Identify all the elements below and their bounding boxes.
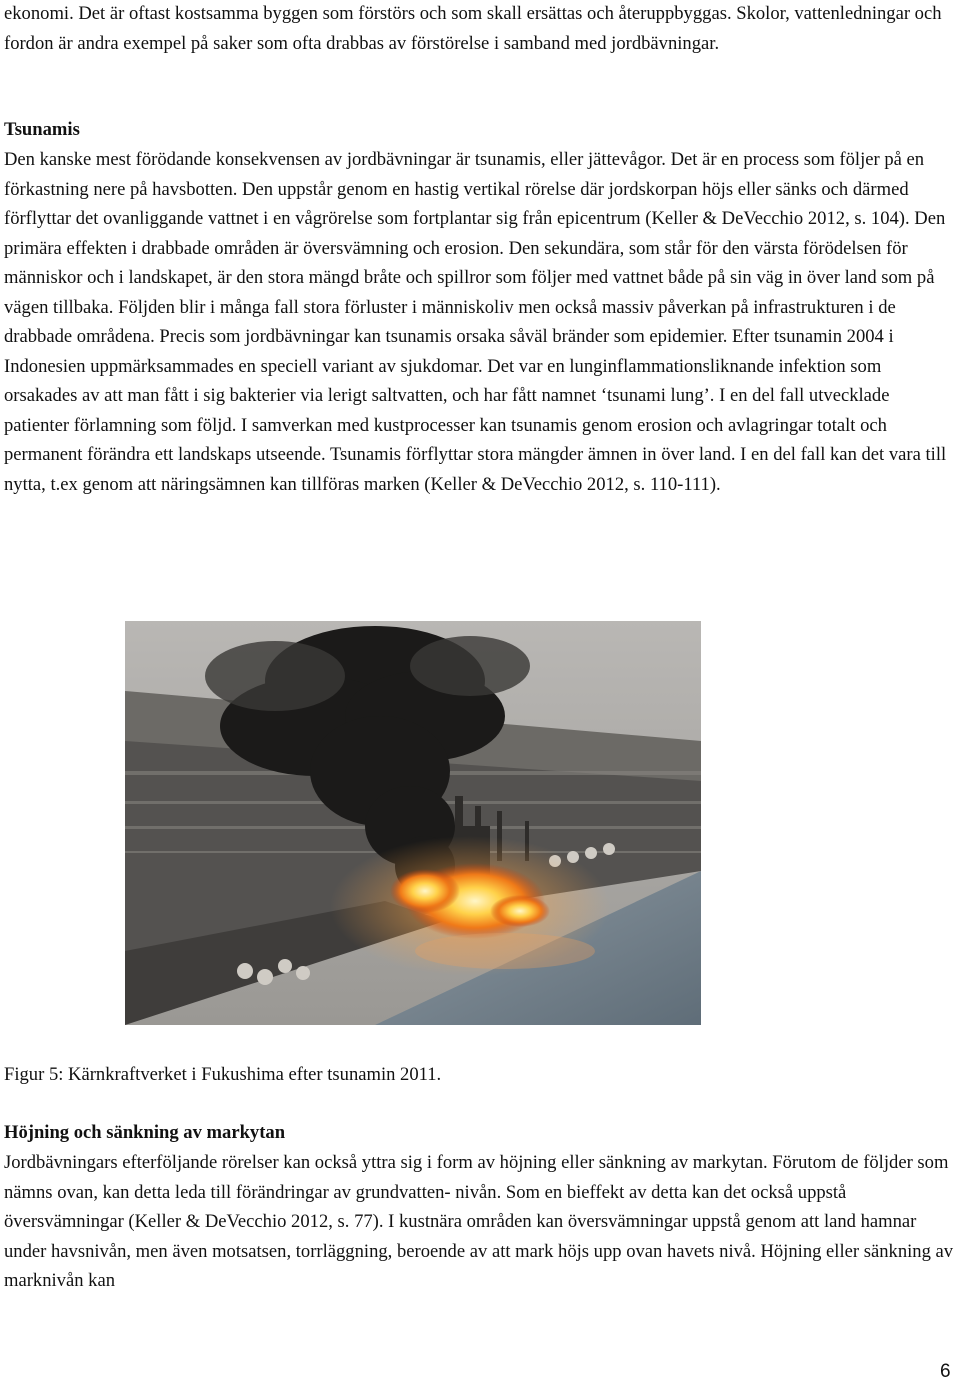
section-body-markytan: Jordbävningars efterföljande rörelser kan också yttra sig i form av höjning eller sänkning av markytan. Förutom de följder som nämns ovan, kan detta leda till förändringar av grundvatten- nivån. Som en bieffekt av detta kan det också uppstå översvämningar (Keller & DeVecchio 2012, s. 77). I kustnära områden kan översvämningar uppstå genom att land hamnar under havsnivån, men även motsatsen, torrläggning, beroende av att mark höjs upp ovan havets nivå. Höjning eller sänkning av marknivån kan [4,1152,954,1291]
section-heading-tsunamis: Tsunamis [4,119,80,140]
section-heading-markytan: Höjning och sänkning av markytan [4,1122,286,1143]
section-body-tsunamis: Den kanske mest förödande konsekvensen av jordbävningar är tsunamis, eller jättevågor. Det är en process som följer på en förkastning nere på havsbotten. Den uppstår genom en hastig vertikal rörelse där jordskorpan höjs eller sänks och därmed förflyttar det ovanliggande vattnet i en vågrörelse som fortplantar sig från epicentrum (Keller & DeVecchio 2012, s. 104). Den primära effekten i drabbade områden är översvämning och erosion. Den sekundära, som står för den värsta förödelsen för människor och i landskapet, är den stora mängd bråte och spillror som följer med vattnet både på sin väg in över land som på vägen tillbaka. Följden blir i många fall stora förluster i människoliv men också massiv påverkan på infrastrukturen i de drabbade områdena. Precis som jordbävningar kan tsunamis orsaka såväl bränder som epidemier. Efter tsunamin 2004 i Indonesien uppmärksammades en speciell variant av sjukdomar. Det var en lunginflammationsliknande infektion som orsakades av att man fått i sig bakterier via lerigt saltvatten, och har fått namnet ‘tsunami lung’. I en del fall utvecklade patienter förlamning som följd. I samverkan med kustprocesser kan tsunamis genom erosion och avlagringar totalt och permanent förändra ett landskaps utseende. Tsunamis förflyttar stora mängder ämnen in över land. I en del fall kan det vara till nytta, t.ex genom att näringsämnen kan tillföras marken (Keller & DeVecchio 2012, s. 110-111). [4,149,947,495]
intro-paragraph: ekonomi. Det är oftast kostsamma byggen som förstörs och som skall ersättas och återuppbyggas. Skolor, vattenledningar och fordon är andra exempel på saker som ofta drabbas av förstörelse i samband med jordbävningar. [4,3,942,54]
figure-photo-fukushima [125,621,701,1025]
figure-caption: Figur 5: Kärnkraftverket i Fukushima efter tsunamin 2011. [4,1064,442,1085]
page-number: 6 [940,1361,951,1382]
